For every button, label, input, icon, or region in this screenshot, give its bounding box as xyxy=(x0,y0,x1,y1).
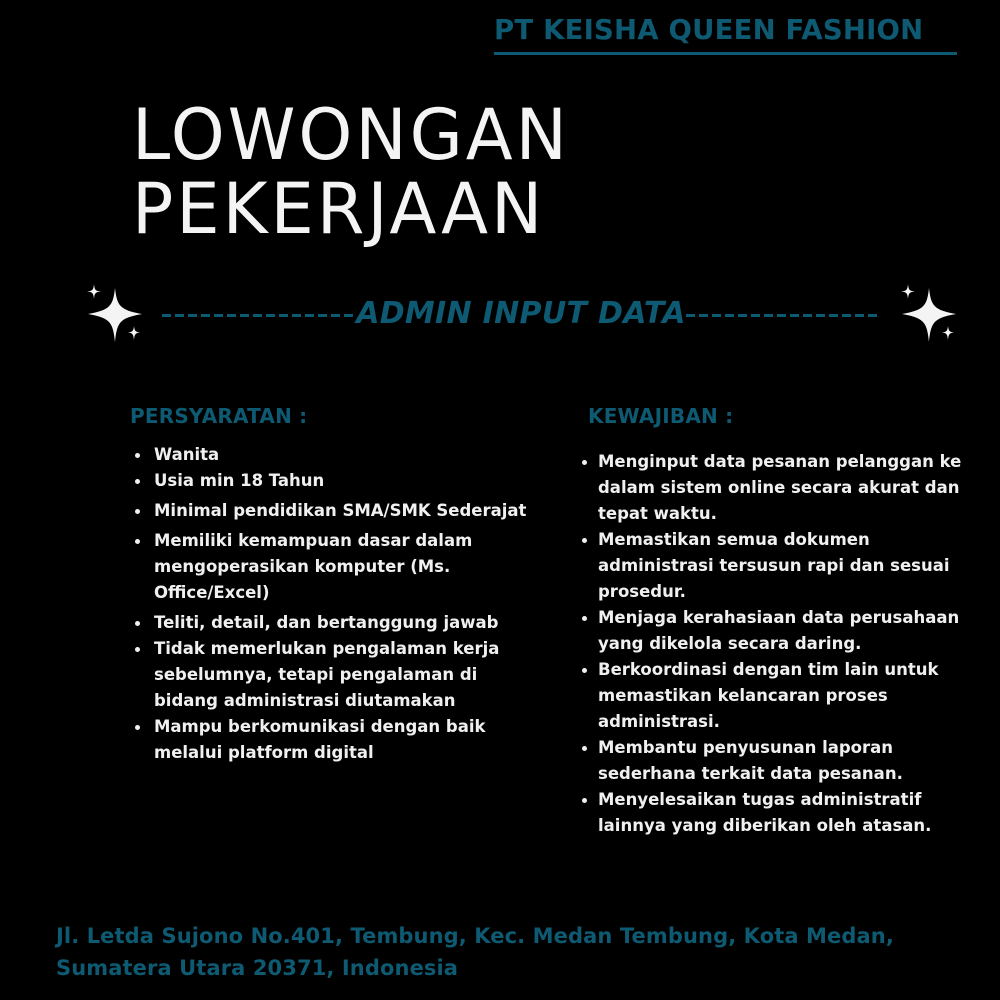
bullet-icon xyxy=(582,668,587,673)
bullet-icon xyxy=(135,539,140,544)
list-item: Memastikan semua dokumen administrasi tersusun rapi dan sesuai prosedur. xyxy=(580,527,980,605)
title-line-1: LOWONGAN xyxy=(132,94,570,176)
list-item: Mampu berkomunikasi dengan baik melalui platform digital xyxy=(130,714,540,766)
list-item: Membantu penyusunan laporan sederhana terkait data pesanan. xyxy=(580,735,980,787)
bullet-icon xyxy=(582,746,587,751)
requirements-heading: PERSYARATAN : xyxy=(130,404,308,428)
title-line-2: PEKERJAAN xyxy=(132,168,546,250)
list-item: Berkoordinasi dengan tim lain untuk memastikan kelancaran proses administrasi. xyxy=(580,657,980,735)
bullet-icon xyxy=(135,725,140,730)
sparkle-icon xyxy=(898,284,960,351)
bullet-icon xyxy=(135,509,140,514)
requirements-section xyxy=(130,404,540,766)
duties-section xyxy=(580,404,980,839)
dash-divider-left xyxy=(162,314,356,317)
address-line-2: Sumatera Utara 20371, Indonesia xyxy=(56,956,459,980)
company-address xyxy=(56,920,956,984)
requirements-list xyxy=(130,442,540,766)
company-underline xyxy=(494,52,957,55)
list-item: Wanita xyxy=(130,442,540,468)
bullet-icon xyxy=(582,538,587,543)
duties-heading: KEWAJIBAN : xyxy=(588,404,734,428)
list-item: Menjaga kerahasiaan data perusahaan yang dikelola secara daring. xyxy=(580,605,980,657)
bullet-icon xyxy=(582,798,587,803)
bullet-icon xyxy=(135,453,140,458)
list-item: Minimal pendidikan SMA/SMK Sederajat xyxy=(130,498,540,524)
list-item: Memiliki kemampuan dasar dalam mengoperasikan komputer (Ms. Office/Excel) xyxy=(130,528,540,606)
position-banner xyxy=(162,296,880,331)
bullet-icon xyxy=(135,479,140,484)
bullet-icon xyxy=(135,621,140,626)
sparkle-icon xyxy=(84,284,146,351)
position-title: ADMIN INPUT DATA xyxy=(356,296,686,331)
list-item: Menyelesaikan tugas administratif lainnya yang diberikan oleh atasan. xyxy=(580,787,980,839)
list-item: Usia min 18 Tahun xyxy=(130,468,540,494)
list-item: Menginput data pesanan pelanggan ke dalam sistem online secara akurat dan tepat waktu. xyxy=(580,449,980,527)
bullet-icon xyxy=(582,460,587,465)
list-item: Tidak memerlukan pengalaman kerja sebelumnya, tetapi pengalaman di bidang administrasi diutamakan xyxy=(130,636,540,714)
dash-divider-right xyxy=(686,314,880,317)
list-item: Teliti, detail, dan bertanggung jawab xyxy=(130,610,540,636)
page-title xyxy=(132,94,570,250)
bullet-icon xyxy=(135,647,140,652)
bullet-icon xyxy=(582,616,587,621)
address-line-1: Jl. Letda Sujono No.401, Tembung, Kec. Medan Tembung, Kota Medan, xyxy=(56,924,894,948)
duties-list xyxy=(580,449,980,839)
company-name: PT KEISHA QUEEN FASHION xyxy=(494,14,924,46)
